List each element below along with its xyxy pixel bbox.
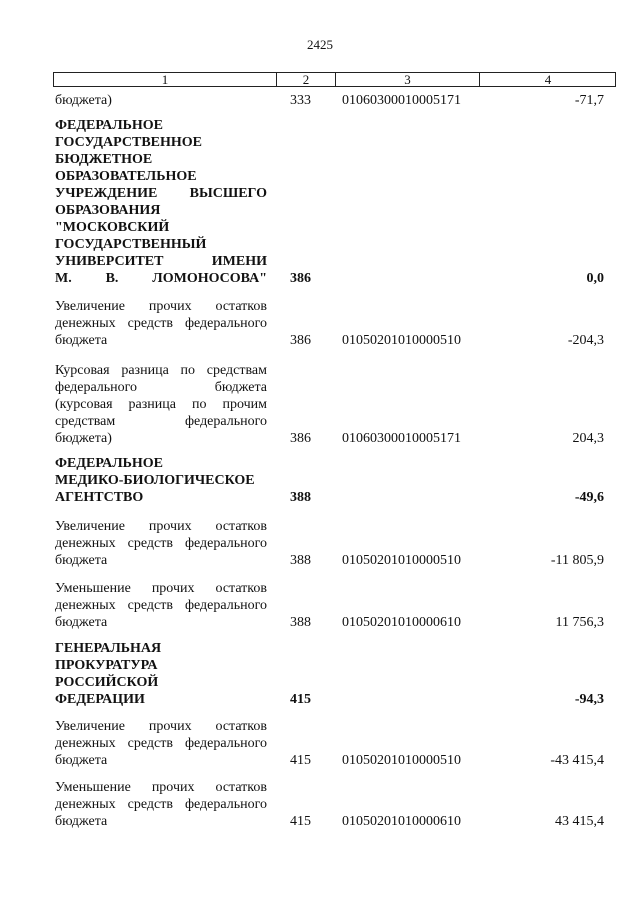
text-line: Уменьшение прочих остатков — [55, 581, 267, 596]
organization-name — [55, 117, 267, 287]
text-line: бюджета — [55, 753, 108, 768]
text-line: федерального бюджета — [55, 380, 267, 395]
text-line: денежных средств федерального — [55, 536, 267, 551]
organization-name — [55, 640, 267, 708]
text-line: ФЕДЕРАЛЬНОЕ — [55, 118, 164, 133]
text-line: ГЕНЕРАЛЬНАЯ — [55, 641, 162, 656]
amount-value: 43 415,4 — [555, 814, 604, 829]
text-line: бюджета) — [55, 431, 112, 446]
text-line: денежных средств федерального — [55, 316, 267, 331]
text-line: ПРОКУРАТУРА — [55, 658, 158, 673]
text-line: УНИВЕРСИТЕТ ИМЕНИ — [55, 254, 267, 269]
text-line: денежных средств федерального — [55, 598, 267, 613]
budget-classification-code: 01050201010000510 — [342, 753, 461, 768]
admin-code: 388 — [290, 490, 311, 505]
text-line: Увеличение прочих остатков — [55, 519, 267, 534]
budget-classification-code: 01050201010000610 — [342, 814, 461, 829]
text-line: Курсовая разница по средствам — [55, 363, 267, 378]
amount-value: 11 756,3 — [555, 615, 604, 630]
table-header — [53, 72, 616, 87]
text-line: МЕДИКО-БИОЛОГИЧЕСКОЕ — [55, 473, 255, 488]
organization-name — [55, 455, 267, 506]
text-line: ГОСУДАРСТВЕННОЕ — [55, 135, 202, 150]
admin-code: 415 — [290, 753, 311, 768]
text-line: бюджета — [55, 814, 108, 829]
admin-code: 386 — [290, 271, 311, 286]
header-col-3: 3 — [404, 72, 411, 87]
amount-value: -71,7 — [574, 93, 604, 108]
text-line: денежных средств федерального — [55, 797, 267, 812]
text-line: АГЕНТСТВО — [55, 490, 144, 505]
row-description — [55, 718, 267, 769]
text-line: ФЕДЕРАЦИИ — [55, 692, 145, 707]
admin-code: 415 — [290, 692, 311, 707]
admin-code: 388 — [290, 553, 311, 568]
amount-value: -11 805,9 — [550, 553, 604, 568]
amount-value: -94,3 — [574, 692, 604, 707]
admin-code: 388 — [290, 615, 311, 630]
admin-code: 333 — [290, 93, 311, 108]
text-line: ОБРАЗОВАНИЯ — [55, 203, 161, 218]
row-description — [55, 362, 267, 447]
text-line: бюджета — [55, 553, 108, 568]
text-line: Уменьшение прочих остатков — [55, 780, 267, 795]
text-line: "МОСКОВСКИЙ — [55, 220, 170, 235]
text-line: ГОСУДАРСТВЕННЫЙ — [55, 237, 207, 252]
text-line: бюджета — [55, 615, 108, 630]
amount-value: 204,3 — [572, 431, 604, 446]
amount-value: -204,3 — [567, 333, 604, 348]
budget-classification-code: 01050201010000510 — [342, 333, 461, 348]
header-col-2: 2 — [302, 72, 310, 87]
text-line: бюджета — [55, 333, 108, 348]
amount-value: -43 415,4 — [550, 753, 604, 768]
admin-code: 415 — [290, 814, 311, 829]
header-col-1: 1 — [161, 72, 169, 87]
text-line: М. В. ЛОМОНОСОВА" — [55, 271, 267, 286]
text-line: БЮДЖЕТНОЕ — [55, 152, 153, 167]
text-line: УЧРЕЖДЕНИЕ ВЫСШЕГО — [55, 186, 267, 201]
text-line: средствам федерального — [55, 414, 267, 429]
admin-code: 386 — [290, 431, 311, 446]
text-line: ОБРАЗОВАТЕЛЬНОЕ — [55, 169, 197, 184]
row-description — [55, 580, 267, 631]
budget-classification-code: 01050201010000510 — [342, 553, 461, 568]
text-line: (курсовая разница по прочим — [55, 397, 267, 412]
page-number: 2425 — [307, 37, 333, 52]
text-line: РОССИЙСКОЙ — [55, 675, 159, 690]
text-line: Увеличение прочих остатков — [55, 299, 267, 314]
header-col-4: 4 — [544, 72, 552, 87]
row-description — [55, 92, 267, 109]
amount-value: -49,6 — [574, 490, 604, 505]
text-line: бюджета) — [55, 93, 112, 108]
amount-value: 0,0 — [586, 271, 604, 286]
budget-classification-code: 01060300010005171 — [342, 431, 461, 446]
row-description — [55, 298, 267, 349]
admin-code: 386 — [290, 333, 311, 348]
row-description — [55, 779, 267, 830]
text-line: Увеличение прочих остатков — [55, 719, 267, 734]
budget-classification-code: 01060300010005171 — [342, 93, 461, 108]
text-line: денежных средств федерального — [55, 736, 267, 751]
text-line: ФЕДЕРАЛЬНОЕ — [55, 456, 164, 471]
budget-classification-code: 01050201010000610 — [342, 615, 461, 630]
row-description — [55, 518, 267, 569]
